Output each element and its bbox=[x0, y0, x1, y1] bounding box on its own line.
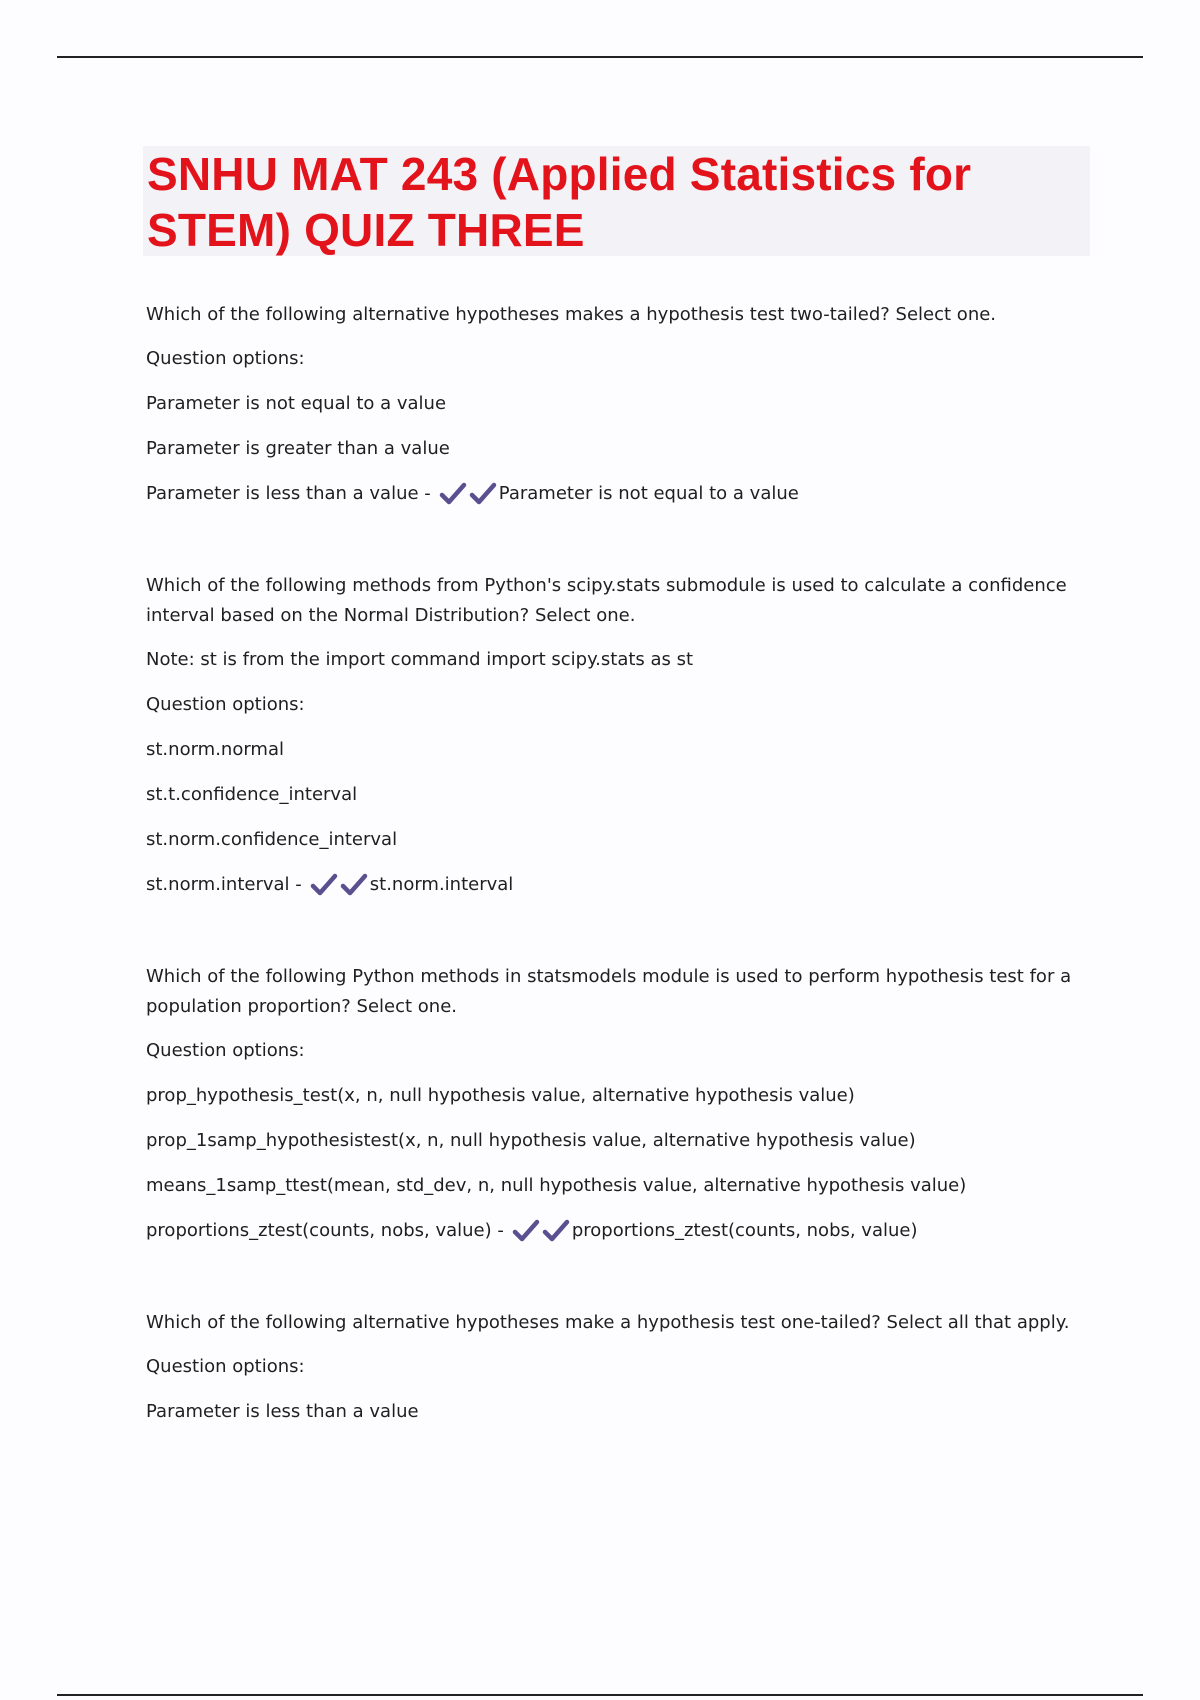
bottom-rule bbox=[57, 1694, 1143, 1696]
question-options-label: Question options: bbox=[146, 694, 305, 715]
option: st.norm.confidence_interval bbox=[146, 829, 398, 850]
quiz-content bbox=[146, 300, 1086, 1489]
check-mark-icon bbox=[542, 1218, 570, 1244]
question-3 bbox=[146, 962, 1086, 1246]
check-mark-icon bbox=[512, 1218, 540, 1244]
option: means_1samp_ttest(mean, std_dev, n, null hypothesis value, alternative hypothesis value) bbox=[146, 1175, 967, 1196]
check-mark-icon bbox=[469, 481, 497, 507]
correct-answer: proportions_ztest(counts, nobs, value) bbox=[571, 1220, 918, 1241]
question-text: Which of the following methods from Python's scipy.stats submodule is used to calculate a confidence interval based on the Normal Distribution? Select one. bbox=[146, 575, 1067, 626]
option: prop_hypothesis_test(x, n, null hypothesis value, alternative hypothesis value) bbox=[146, 1085, 855, 1106]
check-mark-icon bbox=[310, 872, 338, 898]
option: st.norm.normal bbox=[146, 739, 284, 760]
option: Parameter is not equal to a value bbox=[146, 393, 447, 414]
answer-line bbox=[146, 870, 1086, 900]
question-text: Which of the following Python methods in statsmodels module is used to perform hypothesis test for a population proportion? Select one. bbox=[146, 966, 1072, 1017]
correct-answer: Parameter is not equal to a value bbox=[498, 483, 799, 504]
top-rule bbox=[57, 56, 1143, 58]
question-note: Note: st is from the import command import scipy.stats as st bbox=[146, 649, 694, 670]
check-mark-icon bbox=[439, 481, 467, 507]
question-text: Which of the following alternative hypotheses make a hypothesis test one-tailed? Select all that apply. bbox=[146, 1312, 1070, 1333]
check-mark-icon bbox=[340, 872, 368, 898]
question-options-label: Question options: bbox=[146, 1356, 305, 1377]
answer-line bbox=[146, 479, 1086, 509]
option: proportions_ztest(counts, nobs, value) - bbox=[146, 1220, 504, 1241]
option: Parameter is less than a value - bbox=[146, 483, 431, 504]
option: prop_1samp_hypothesistest(x, n, null hypothesis value, alternative hypothesis value) bbox=[146, 1130, 916, 1151]
option: Parameter is less than a value bbox=[146, 1401, 419, 1422]
title-banner bbox=[143, 146, 1090, 256]
question-1 bbox=[146, 300, 1086, 509]
question-options-label: Question options: bbox=[146, 348, 305, 369]
answer-line bbox=[146, 1216, 1086, 1246]
option: Parameter is greater than a value bbox=[146, 438, 450, 459]
question-4 bbox=[146, 1308, 1086, 1427]
question-options-label: Question options: bbox=[146, 1040, 305, 1061]
option: st.norm.interval - bbox=[146, 874, 302, 895]
question-2 bbox=[146, 571, 1086, 900]
document-title: SNHU MAT 243 (Applied Statistics for STEM) QUIZ THREE bbox=[147, 148, 972, 256]
correct-answer: st.norm.interval bbox=[369, 874, 514, 895]
question-text: Which of the following alternative hypotheses makes a hypothesis test two-tailed? Select one. bbox=[146, 304, 997, 325]
option: st.t.confidence_interval bbox=[146, 784, 358, 805]
